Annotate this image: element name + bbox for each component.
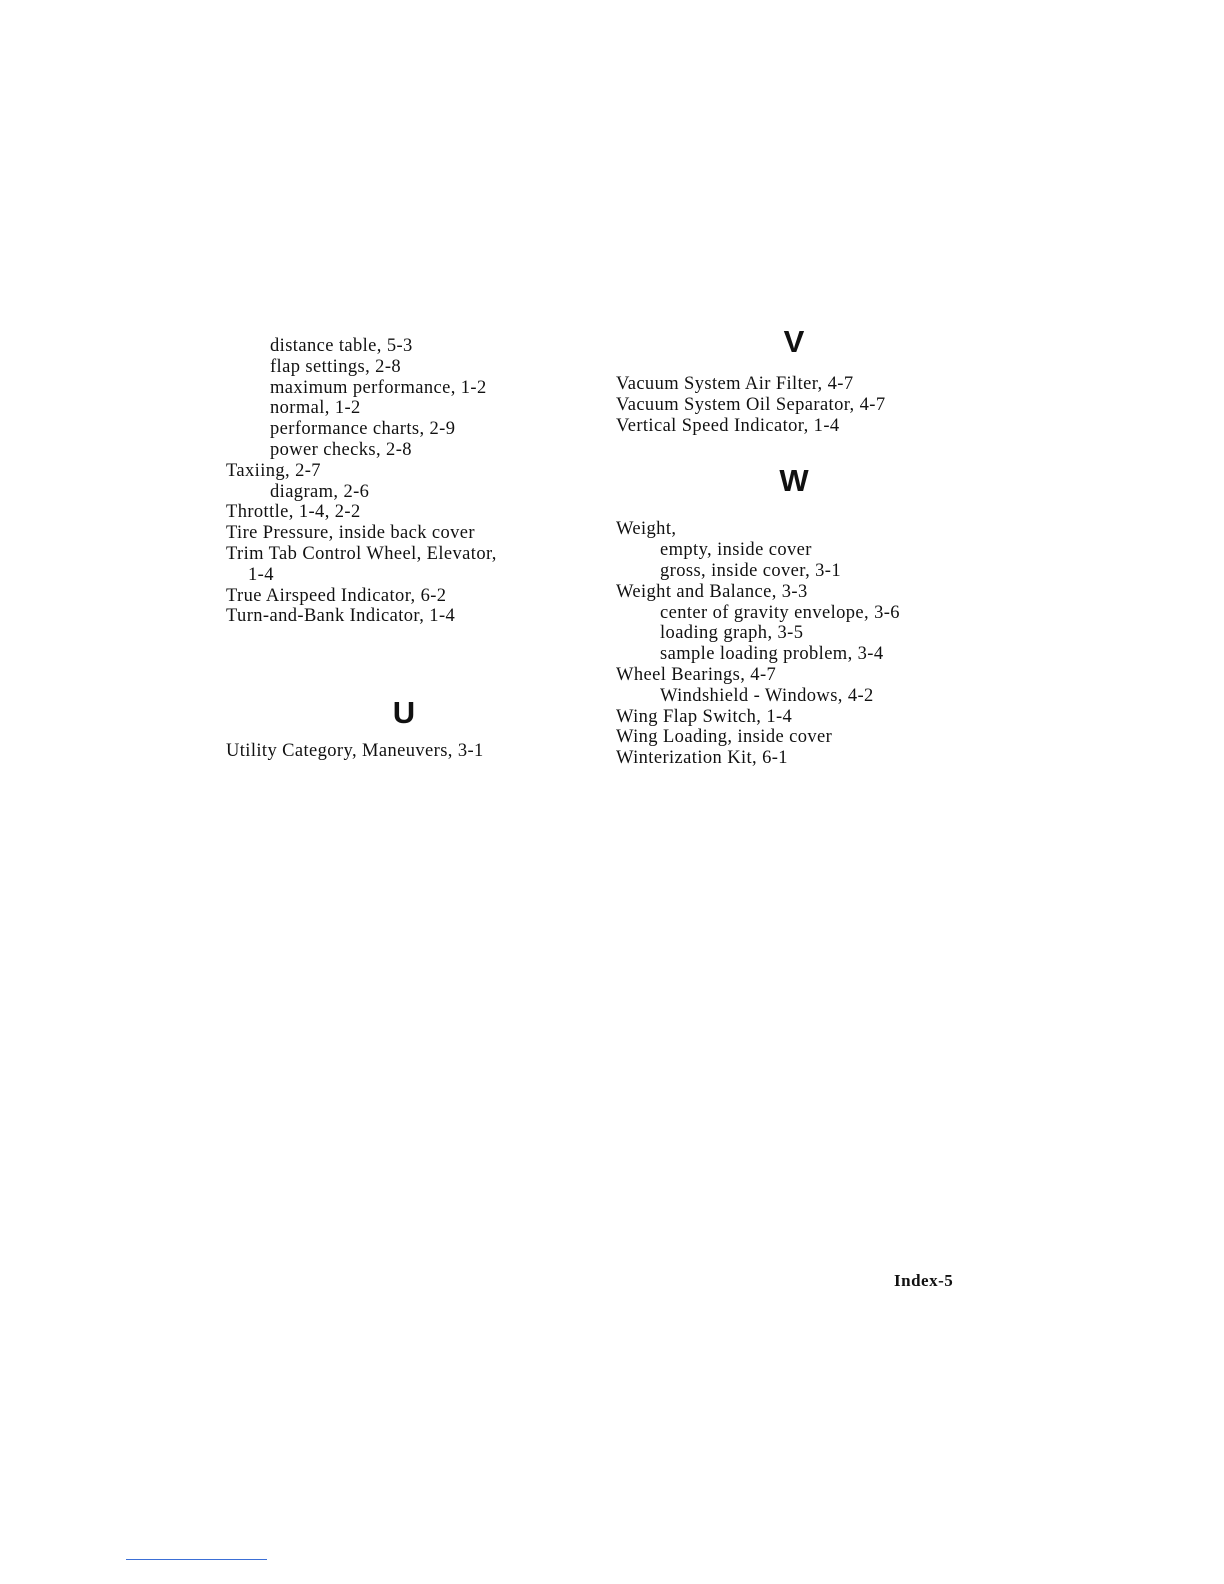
index-list-continued [226, 336, 606, 627]
page-number: Index-5 [894, 1271, 954, 1290]
footer-rule [126, 1559, 267, 1560]
index-entry: Trim Tab Control Wheel, Elevator, [226, 543, 497, 564]
index-entry: Turn-and-Bank Indicator, 1-4 [226, 606, 456, 627]
index-list-w [616, 519, 996, 769]
index-list-u [226, 741, 606, 762]
index-entry: 1-4 [248, 564, 274, 585]
index-subentry: sample loading problem, 3-4 [660, 644, 884, 665]
index-subentry: gross, inside cover, 3-1 [660, 560, 841, 581]
index-subentry: power checks, 2-8 [270, 439, 412, 460]
index-subentry: Windshield - Windows, 4-2 [660, 685, 874, 706]
index-entry: Utility Category, Maneuvers, 3-1 [226, 741, 484, 762]
index-entry: Vacuum System Oil Separator, 4-7 [616, 394, 886, 415]
index-subentry: loading graph, 3-5 [660, 623, 804, 644]
index-subentry: performance charts, 2-9 [270, 419, 456, 440]
index-entry: True Airspeed Indicator, 6-2 [226, 585, 447, 606]
index-subentry: flap settings, 2-8 [270, 356, 402, 377]
index-entry: Winterization Kit, 6-1 [616, 748, 788, 769]
index-entry: Weight, [616, 519, 677, 540]
index-entry: Wheel Bearings, 4-7 [616, 664, 777, 685]
index-entry: Weight and Balance, 3-3 [616, 581, 808, 602]
index-column-right [616, 324, 996, 769]
index-entry: Vacuum System Air Filter, 4-7 [616, 374, 854, 394]
index-subentry: diagram, 2-6 [270, 481, 370, 502]
index-column-left [226, 336, 606, 762]
index-entry: Tire Pressure, inside back cover [226, 523, 475, 544]
index-entry: Vertical Speed Indicator, 1-4 [616, 415, 840, 436]
index-subentry: normal, 1-2 [270, 398, 361, 419]
index-subentry: distance table, 5-3 [270, 336, 413, 356]
index-entry: Throttle, 1-4, 2-2 [226, 502, 361, 523]
index-entry: Wing Loading, inside cover [616, 727, 833, 748]
index-entry: Wing Flap Switch, 1-4 [616, 706, 793, 727]
section-heading-w: W [779, 463, 809, 499]
index-list-v [616, 374, 996, 436]
index-subentry: empty, inside cover [660, 540, 812, 561]
section-heading-u: U [392, 695, 416, 731]
index-subentry: maximum performance, 1-2 [270, 377, 487, 398]
index-entry: Taxiing, 2-7 [226, 460, 321, 481]
section-heading-v: V [783, 324, 805, 359]
index-subentry: center of gravity envelope, 3-6 [660, 602, 900, 623]
